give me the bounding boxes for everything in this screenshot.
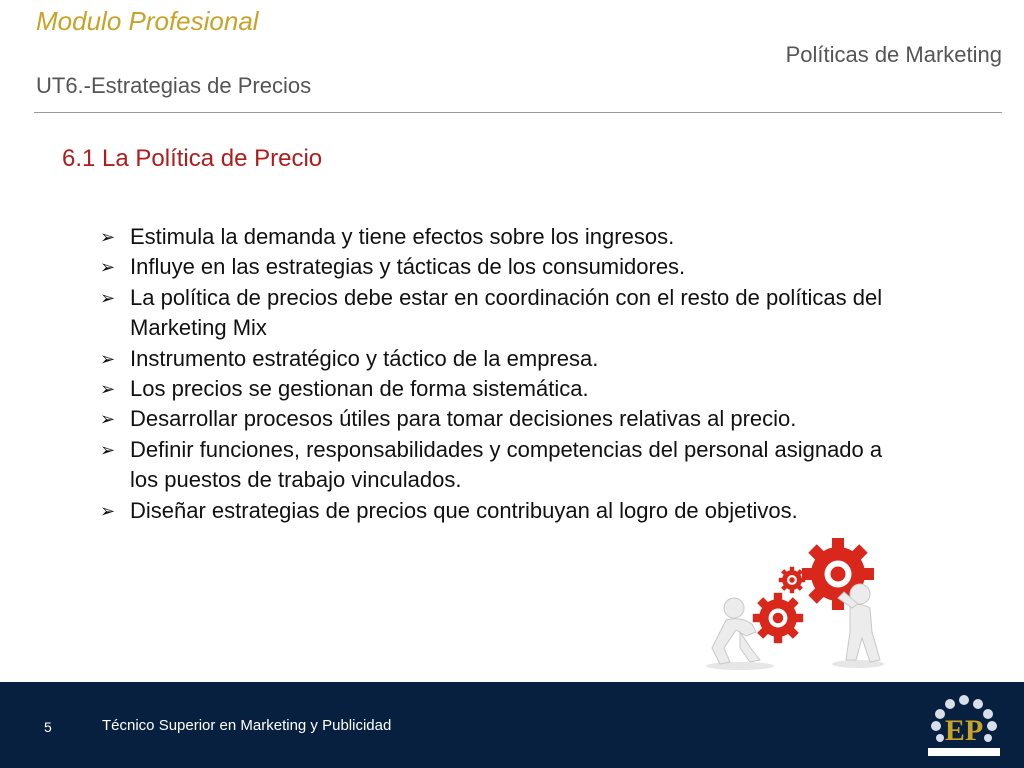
unit-title: UT6.-Estrategias de Precios [36, 73, 312, 98]
bullet-text: Diseñar estrategias de precios que contribuyan al logro de objetivos. [130, 497, 798, 523]
bullet-text: Definir funciones, responsabilidades y competencias del personal asignado a los puestos de trabajo vinculados. [130, 436, 883, 493]
bullet-item [100, 283, 890, 344]
header-divider [34, 112, 1002, 113]
bullet-item [100, 344, 890, 374]
bullet-item [100, 222, 890, 252]
people-pushing-gears-icon [700, 532, 890, 672]
eep-school-logo [918, 690, 1010, 764]
arrowhead-bullet-icon: ➢ [100, 409, 116, 430]
section-title: Políticas de Marketing [785, 42, 1002, 67]
bullet-text: Los precios se gestionan de forma sistemática. [130, 376, 589, 402]
arrowhead-bullet-icon: ➢ [100, 500, 116, 521]
bullet-item [100, 435, 890, 496]
arrowhead-bullet-icon: ➢ [100, 439, 116, 460]
page-number: 5 [44, 719, 52, 735]
bullet-list [100, 222, 890, 526]
logo-text: EP [944, 714, 984, 747]
slide-heading: 6.1 La Política de Precio [62, 145, 323, 172]
arrowhead-bullet-icon: ➢ [100, 227, 116, 247]
bullet-text: Instrumento estratégico y táctico de la empresa. [130, 345, 599, 371]
arrowhead-bullet-icon: ➢ [100, 348, 116, 369]
bullet-text: Desarrollar procesos útiles para tomar decisiones relativas al precio. [130, 406, 797, 432]
bullet-text: La política de precios debe estar en coordinación con el resto de políticas del Marketing Mix [130, 284, 883, 341]
arrowhead-bullet-icon: ➢ [100, 287, 116, 308]
bullet-text: Estimula la demanda y tiene efectos sobre los ingresos. [130, 224, 675, 249]
bullet-item [100, 496, 890, 526]
module-title: Modulo Profesional [36, 6, 259, 36]
bullet-item [100, 404, 890, 434]
arrowhead-bullet-icon: ➢ [100, 257, 116, 278]
bullet-item [100, 252, 890, 282]
footer-text: Técnico Superior en Marketing y Publicidad [102, 717, 392, 734]
bullet-item [100, 374, 890, 404]
bullet-text: Influye en las estrategias y tácticas de los consumidores. [130, 254, 686, 280]
footer-bar [0, 682, 1024, 768]
arrowhead-bullet-icon: ➢ [100, 379, 116, 400]
